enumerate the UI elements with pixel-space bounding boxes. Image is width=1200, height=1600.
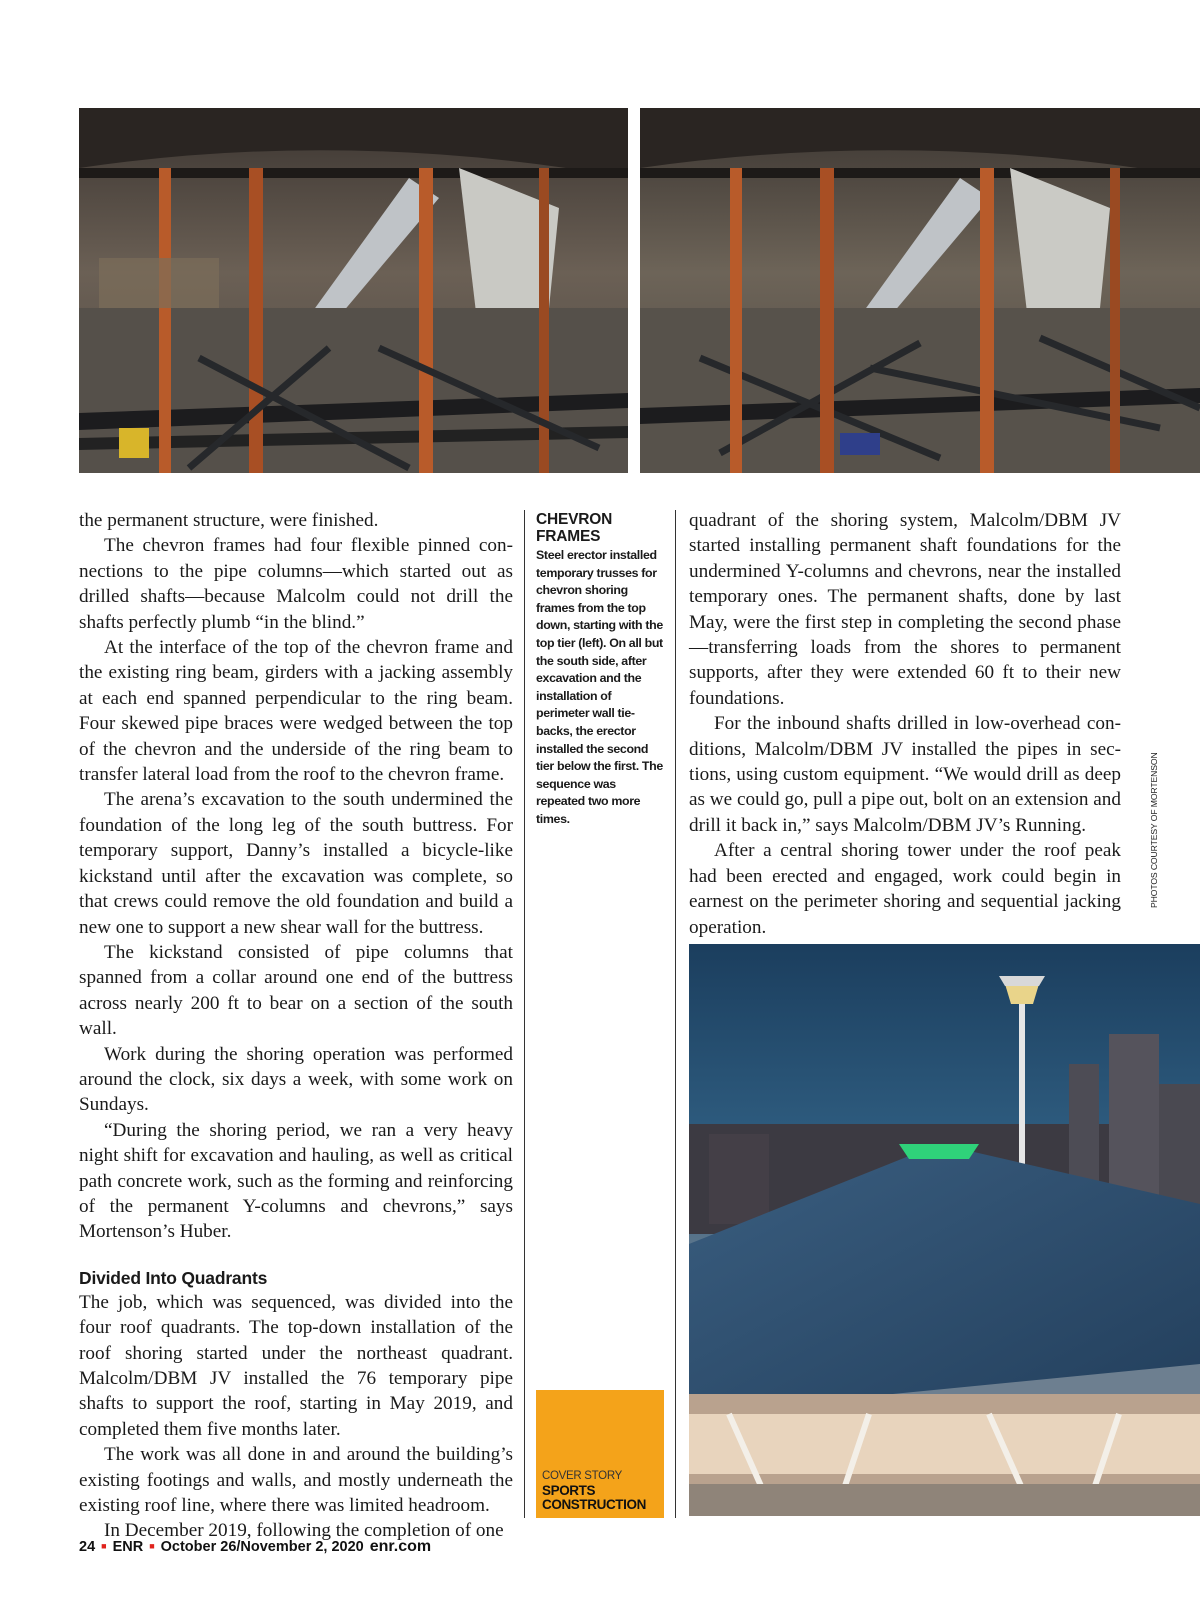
issue-date: October 26/November 2, 2020 — [160, 1539, 364, 1555]
section-tag-line1: SPORTS — [542, 1483, 596, 1498]
paragraph: The kickstand consisted of pipe columns that spanned from a collar around one end of the buttress across nearly 200 ft to bear on a section of the south wall. — [79, 941, 513, 1040]
column-divider — [524, 510, 525, 1518]
paragraph: The arena’s excavation to the south undermined the foundation of the long leg of the south buttress. For temporary support, Danny’s installed a bicycle-like kickstand until after the excavation was complete, so that crews could remove the old foundation and build a new one to support a new shear wall for the buttress. — [79, 789, 513, 938]
section-tag-line2: CONSTRUCTION — [542, 1497, 646, 1512]
paragraph: The work was all done in and around the building’s existing footings and walls, and mostly underneath the existing roof line, where there was limited headroom. — [79, 1444, 513, 1517]
section-tag — [536, 1390, 664, 1518]
chevron-frame-photo-top-tier — [79, 108, 628, 473]
photo-caption-sidebar — [536, 512, 666, 829]
paragraph: At the interface of the top of the chevron frame and the existing ring beam, girders with a jacking assembly at each end spanned perpendicular to the ring beam. Four skewed pipe braces were wedged between the top of the chevron and the underside of the ring beam to transfer lateral load from the roof to the chevron frame. — [79, 637, 513, 786]
arena-rendering-photo — [689, 944, 1200, 1516]
article-column-3 — [689, 508, 1121, 940]
paragraph: The chevron frames had four flexible pinned connections to the pipe columns—which started out as drilled shafts—because Malcolm could not drill the shafts perfectly plumb “in the blind.” — [79, 535, 513, 633]
paragraph: The job, which was sequenced, was divided into the four roof quadrants. The top-down installation of the roof shoring started under the northeast quadrant. Malcolm/DBM JV installed the 76 temporary pipe shafts to support the roof, starting in May 2019, and completed them five months later. — [79, 1291, 513, 1440]
paragraph: In December 2019, following the completion of one — [104, 1520, 504, 1542]
paragraph: After a central shoring tower under the roof peak had been erected and engaged, work could begin in earnest on the perimeter shoring and sequential jacking operation. — [689, 840, 1121, 938]
paragraph: “During the shoring period, we ran a very heavy night shift for excavation and hauling, as well as critical path concrete work, such as the forming and reinforcing of the permanent Y-columns and chevrons,” says Mortenson’s Huber. — [79, 1119, 513, 1243]
square-bullet-icon: ■ — [101, 1541, 107, 1551]
section-subhead: Divided Into Quadrants — [79, 1267, 268, 1288]
publication-name: ENR — [112, 1539, 144, 1555]
photo-credit: PHOTOS COURTESY OF MORTENSON — [1149, 752, 1159, 908]
caption-body: Steel erector installed temporary trusses for chevron shoring frames from the top down, starting with the top tier (left). On all but the south side, after excavation and the installation of perimeter wall tie-backs, the erector installed the second tier below the first. The sequence was repeated two more times. — [536, 548, 663, 826]
page-number: 24 — [79, 1539, 96, 1555]
section-tag-label: COVER STORY — [542, 1470, 622, 1482]
paragraph: For the inbound shafts drilled in low-overhead conditions, Malcolm/DBM JV installed the pipes in sections, using custom equipment. “We would drill as deep as we could go, pull a pipe out, bolt on an extension and drill it back in,” says Malcolm/DBM JV’s Running. — [689, 713, 1121, 836]
paragraph: Work during the shoring operation was performed around the clock, six days a week, with some work on Sundays. — [79, 1043, 513, 1116]
caption-title: CHEVRON FRAMES — [536, 511, 613, 545]
column-divider — [675, 510, 676, 1518]
website-link[interactable]: enr.com — [369, 1538, 432, 1555]
page-footer — [79, 1538, 431, 1556]
chevron-frame-photo-second-tier — [640, 108, 1200, 473]
paragraph: the permanent structure, were finished. — [79, 510, 379, 531]
article-column-1 — [79, 508, 513, 1544]
square-bullet-icon: ■ — [149, 1541, 155, 1551]
paragraph: quadrant of the shoring system, Malcolm/DBM JV started installing permanent shaft foundations for the undermined Y-columns and chevrons, near the installed temporary ones. The permanent shafts, done by last May, were the first step in completing the second phase—transferring loads from the shores to permanent supports, after they were extended 60 ft to their new foundations. — [689, 510, 1121, 709]
